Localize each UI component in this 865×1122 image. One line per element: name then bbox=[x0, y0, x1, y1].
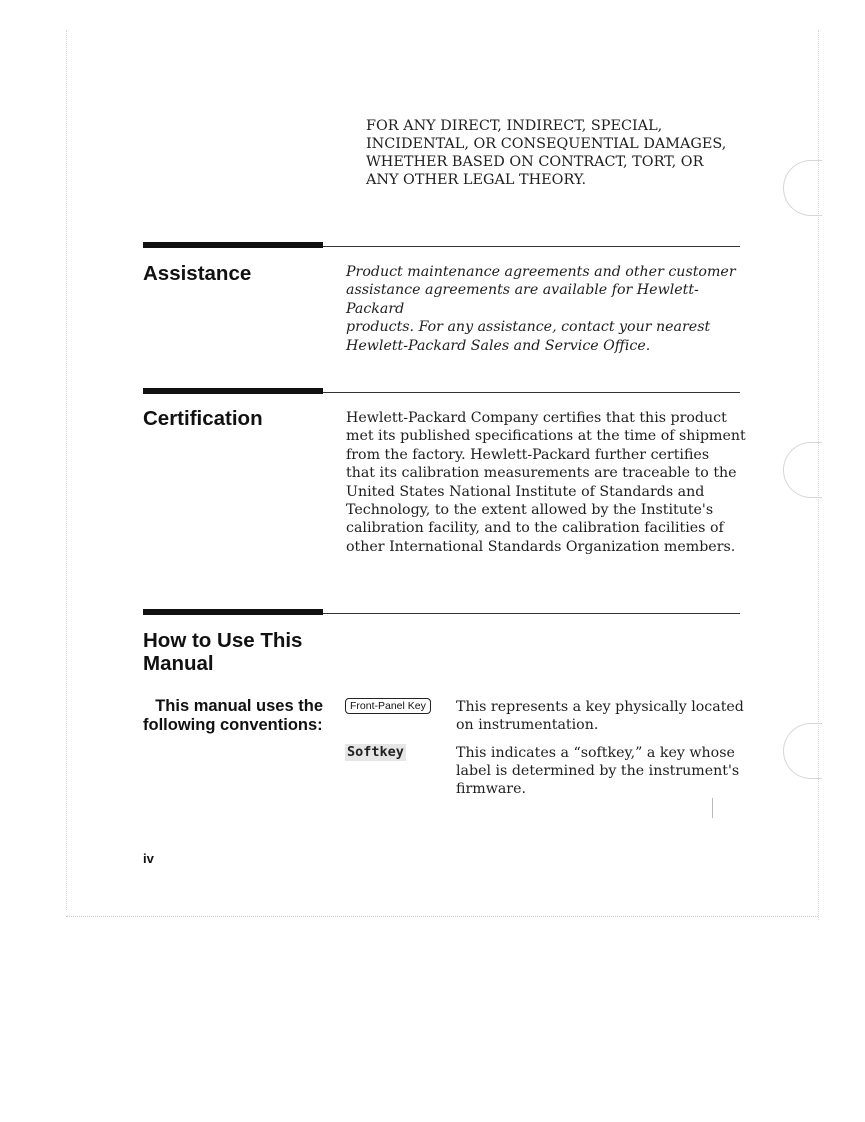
certification-heading: Certification bbox=[143, 407, 263, 430]
certification-line: that its calibration measurements are traceable to the bbox=[346, 465, 737, 482]
convention-line: This represents a key physically located bbox=[456, 699, 744, 715]
assistance-heading: Assistance bbox=[143, 262, 252, 285]
certification-line: Technology, to the extent allowed by the Institute's bbox=[346, 502, 714, 519]
certification-line: Hewlett-Packard Company certifies that this product bbox=[346, 410, 727, 426]
conventions-subheading-line: following conventions: bbox=[143, 716, 323, 734]
front-panel-key-symbol: Front-Panel Key bbox=[345, 698, 431, 714]
convention-line: on instrumentation. bbox=[456, 717, 599, 734]
section-rule-how-to-use bbox=[143, 609, 740, 617]
conventions-subheading bbox=[143, 697, 323, 735]
convention-line: label is determined by the instrument's bbox=[456, 763, 740, 780]
front-panel-key-description bbox=[456, 698, 746, 734]
disclaimer-line: ANY OTHER LEGAL THEORY. bbox=[366, 171, 587, 188]
liability-disclaimer-continuation bbox=[366, 118, 746, 190]
how-to-use-heading-line: How to Use This bbox=[143, 629, 303, 652]
assistance-line: Hewlett-Packard Sales and Service Office. bbox=[346, 337, 651, 354]
assistance-body bbox=[346, 263, 746, 355]
section-rule-thin bbox=[323, 246, 740, 247]
certification-body bbox=[346, 409, 746, 556]
how-to-use-heading bbox=[143, 629, 302, 675]
punch-hole-bottom bbox=[783, 723, 822, 779]
section-rule-thick bbox=[143, 388, 323, 394]
section-rule-thin bbox=[323, 392, 740, 393]
scan-mark bbox=[712, 798, 713, 818]
convention-line: firmware. bbox=[456, 781, 526, 798]
scan-edge-bottom bbox=[66, 916, 818, 917]
punch-hole-middle bbox=[783, 442, 822, 498]
how-to-use-heading-line: Manual bbox=[143, 652, 214, 675]
assistance-line: assistance agreements are available for Hewlett-Packard bbox=[346, 282, 699, 317]
page-number: iv bbox=[143, 851, 154, 866]
section-rule-thin bbox=[323, 613, 740, 614]
certification-line: calibration facility, and to the calibration facilities of bbox=[346, 520, 724, 537]
section-rule-assistance bbox=[143, 242, 740, 250]
certification-line: from the factory. Hewlett-Packard further certifies bbox=[346, 446, 710, 463]
certification-line: United States National Institute of Standards and bbox=[346, 483, 705, 500]
disclaimer-line: WHETHER BASED ON CONTRACT, TORT, OR bbox=[366, 153, 704, 170]
scan-edge-left bbox=[66, 30, 67, 910]
section-rule-thick bbox=[143, 242, 323, 248]
punch-hole-top bbox=[783, 160, 822, 216]
section-rule-certification bbox=[143, 388, 740, 396]
section-rule-thick bbox=[143, 609, 323, 615]
certification-line: met its published specifications at the time of shipment bbox=[346, 428, 746, 445]
softkey-description bbox=[456, 744, 746, 799]
convention-line: This indicates a “softkey,” a key whose bbox=[456, 745, 735, 761]
conventions-subheading-line: This manual uses the bbox=[155, 697, 323, 715]
assistance-line: products. For any assistance, contact your nearest bbox=[346, 319, 711, 336]
disclaimer-line: INCIDENTAL, OR CONSEQUENTIAL DAMAGES, bbox=[366, 135, 727, 152]
assistance-line: Product maintenance agreements and other customer bbox=[346, 264, 736, 280]
certification-line: other International Standards Organization members. bbox=[346, 538, 736, 555]
softkey-symbol: Softkey bbox=[347, 744, 404, 760]
disclaimer-line: FOR ANY DIRECT, INDIRECT, SPECIAL, bbox=[366, 118, 663, 134]
